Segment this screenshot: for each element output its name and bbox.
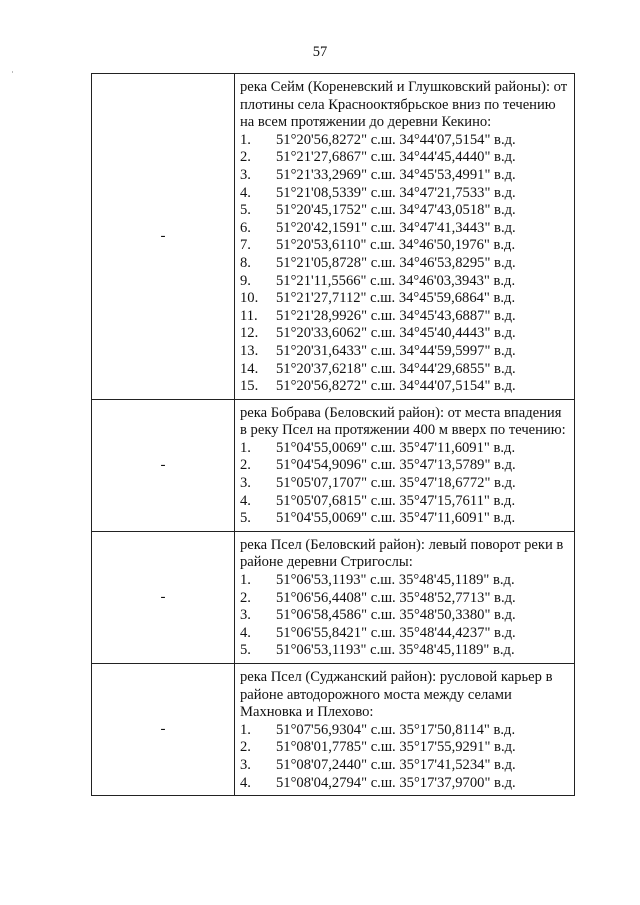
latitude: 51°06'56,4408" с.ш. (276, 589, 396, 606)
latitude: 51°20'56,8272" с.ш. (276, 131, 396, 148)
coordinate-number: 4. (240, 624, 251, 641)
river-description: река Сейм (Кореневский и Глушковский районы): от плотины села Краснооктябрьское вниз по течению на всем протяжении до деревни Кекино: (240, 79, 568, 131)
coordinate-number: 1. (240, 439, 251, 456)
latitude: 51°20'45,1752" с.ш. (276, 202, 396, 219)
longitude: 35°17'41,5234" в.д. (399, 756, 516, 773)
longitude: 34°44'07,5154" в.д. (399, 131, 516, 148)
longitude: 35°48'44,4237" в.д. (399, 624, 516, 641)
longitude: 34°44'45,4440" в.д. (399, 149, 516, 166)
coordinate-line (240, 440, 570, 458)
coordinate-line (240, 132, 570, 150)
coordinate-number: 6. (240, 219, 251, 236)
coordinate-number: 4. (240, 774, 251, 791)
river-description-cell (235, 74, 575, 400)
river-description: река Псел (Беловский район): левый поворот реки в районе деревни Стригослы: (240, 536, 564, 571)
coordinate-line (240, 343, 570, 361)
coordinate-number: 2. (240, 457, 251, 474)
coordinate-line (240, 290, 570, 308)
coordinate-number: 2. (240, 589, 251, 606)
coordinate-line (240, 722, 570, 740)
row-dash: - (160, 721, 166, 738)
longitude: 34°47'21,7533" в.д. (399, 184, 516, 201)
longitude: 34°47'43,0518" в.д. (399, 202, 516, 219)
coordinate-number: 12. (240, 325, 259, 342)
latitude: 51°21'08,5339" с.ш. (276, 184, 396, 201)
longitude: 34°44'29,6855" в.д. (399, 360, 516, 377)
latitude: 51°06'55,8421" с.ш. (276, 624, 396, 641)
longitude: 34°45'40,4443" в.д. (399, 325, 516, 342)
coordinate-number: 3. (240, 475, 251, 492)
latitude: 51°04'55,0069" с.ш. (276, 439, 396, 456)
coordinate-number: 1. (240, 721, 251, 738)
longitude: 35°47'11,6091" в.д. (399, 439, 516, 456)
coordinate-line (240, 739, 570, 757)
latitude: 51°06'53,1193" с.ш. (276, 572, 396, 589)
page-number: 57 (312, 44, 328, 60)
coordinate-line (240, 378, 570, 396)
longitude: 34°45'43,6887" в.д. (399, 307, 516, 324)
latitude: 51°21'11,5566" с.ш. (276, 272, 396, 289)
row-dash: - (160, 227, 166, 244)
longitude: 35°47'11,6091" в.д. (399, 510, 516, 527)
table-row (92, 399, 575, 531)
longitude: 34°46'50,1976" в.д. (398, 237, 516, 254)
coordinate-line (240, 757, 570, 775)
longitude: 34°45'53,4991" в.д. (399, 166, 516, 183)
latitude: 51°20'56,8272" с.ш. (276, 378, 396, 395)
longitude: 35°48'52,7713" в.д. (399, 589, 516, 606)
longitude: 34°46'03,3943" в.д. (398, 272, 516, 289)
coordinate-number: 15. (240, 378, 259, 395)
row-marker-cell (92, 399, 235, 531)
coordinate-line (240, 149, 570, 167)
coordinate-number: 1. (240, 572, 251, 589)
longitude: 35°48'50,3380" в.д. (399, 607, 516, 624)
coordinate-line (240, 493, 570, 511)
table-row (92, 531, 575, 663)
coordinate-line (240, 475, 570, 493)
coordinate-number: 2. (240, 149, 251, 166)
longitude: 35°48'45,1189" в.д. (398, 642, 515, 659)
latitude: 51°20'53,6110" с.ш. (276, 237, 396, 254)
longitude: 34°44'59,5997" в.д. (399, 342, 516, 359)
coordinate-number: 5. (240, 510, 251, 527)
coordinate-line (240, 457, 570, 475)
latitude: 51°05'07,1707" с.ш. (276, 475, 396, 492)
longitude: 34°46'53,8295" в.д. (399, 254, 516, 271)
latitude: 51°08'07,2440" с.ш. (276, 756, 396, 773)
coordinate-number: 9. (240, 272, 251, 289)
latitude: 51°06'53,1193" с.ш. (276, 642, 396, 659)
coordinate-line (240, 273, 570, 291)
coordinate-line (240, 255, 570, 273)
latitude: 51°05'07,6815" с.ш. (276, 492, 396, 509)
coordinate-line (240, 510, 570, 528)
longitude: 35°47'13,5789" в.д. (399, 457, 516, 474)
coordinates-table (91, 73, 575, 796)
coordinate-number: 1. (240, 131, 251, 148)
longitude: 35°17'50,8114" в.д. (399, 721, 516, 738)
coordinate-number: 4. (240, 492, 251, 509)
row-dash: - (160, 456, 166, 473)
coordinate-number: 13. (240, 342, 259, 359)
row-marker-cell (92, 531, 235, 663)
latitude: 51°06'58,4586" с.ш. (276, 607, 396, 624)
coordinate-line (240, 308, 570, 326)
coordinate-number: 10. (240, 290, 259, 307)
coordinate-number: 7. (240, 237, 251, 254)
latitude: 51°21'33,2969" с.ш. (276, 166, 396, 183)
river-description: река Псел (Суджанский район): русловой карьер в районе автодорожного моста между селами Махновка и Плехово: (240, 669, 553, 721)
latitude: 51°20'37,6218" с.ш. (276, 360, 396, 377)
coordinate-number: 2. (240, 739, 251, 756)
coordinate-line (240, 185, 570, 203)
latitude: 51°21'27,7112" с.ш. (276, 290, 396, 307)
coordinate-line (240, 325, 570, 343)
coordinate-line (240, 361, 570, 379)
coordinate-line (240, 642, 570, 660)
row-marker-cell (92, 664, 235, 796)
longitude: 34°47'41,3443" в.д. (399, 219, 516, 236)
table-row (92, 664, 575, 796)
coordinate-line (240, 220, 570, 238)
coordinate-number: 8. (240, 254, 251, 271)
longitude: 34°45'59,6864" в.д. (398, 290, 516, 307)
latitude: 51°21'05,8728" с.ш. (276, 254, 396, 271)
longitude: 35°47'18,6772" в.д. (399, 475, 516, 492)
table-row (92, 74, 575, 400)
longitude: 34°44'07,5154" в.д. (399, 378, 516, 395)
coordinate-number: 4. (240, 184, 251, 201)
coordinate-number: 5. (240, 642, 251, 659)
latitude: 51°21'27,6867" с.ш. (276, 149, 396, 166)
latitude: 51°08'01,7785" с.ш. (276, 739, 396, 756)
coordinate-line (240, 202, 570, 220)
latitude: 51°07'56,9304" с.ш. (276, 721, 396, 738)
latitude: 51°21'28,9926" с.ш. (276, 307, 396, 324)
latitude: 51°20'31,6433" с.ш. (276, 342, 396, 359)
row-marker-cell (92, 74, 235, 400)
coordinate-line (240, 237, 570, 255)
longitude: 35°48'45,1189" в.д. (398, 572, 515, 589)
latitude: 51°04'54,9096" с.ш. (276, 457, 396, 474)
coordinate-line (240, 590, 570, 608)
scan-mark (12, 71, 13, 73)
latitude: 51°20'42,1591" с.ш. (276, 219, 396, 236)
coordinate-number: 3. (240, 607, 251, 624)
coordinate-line (240, 572, 570, 590)
river-description-cell (235, 531, 575, 663)
longitude: 35°47'15,7611" в.д. (399, 492, 516, 509)
longitude: 35°17'37,9700" в.д. (399, 774, 516, 791)
table-body (92, 74, 575, 796)
coordinate-number: 11. (240, 307, 258, 324)
row-dash: - (160, 588, 166, 605)
coordinate-number: 3. (240, 166, 251, 183)
coordinate-line (240, 775, 570, 793)
latitude: 51°20'33,6062" с.ш. (276, 325, 396, 342)
coordinate-line (240, 167, 570, 185)
coordinate-line (240, 607, 570, 625)
latitude: 51°04'55,0069" с.ш. (276, 510, 396, 527)
coordinate-number: 5. (240, 202, 251, 219)
latitude: 51°08'04,2794" с.ш. (276, 774, 396, 791)
river-description-cell (235, 399, 575, 531)
coordinate-number: 14. (240, 360, 259, 377)
river-description: река Бобрава (Беловский район): от места впадения в реку Псел на протяжении 400 м вверх по течению: (240, 404, 566, 439)
longitude: 35°17'55,9291" в.д. (399, 739, 516, 756)
coordinate-number: 3. (240, 756, 251, 773)
river-description-cell (235, 664, 575, 796)
coordinate-line (240, 625, 570, 643)
